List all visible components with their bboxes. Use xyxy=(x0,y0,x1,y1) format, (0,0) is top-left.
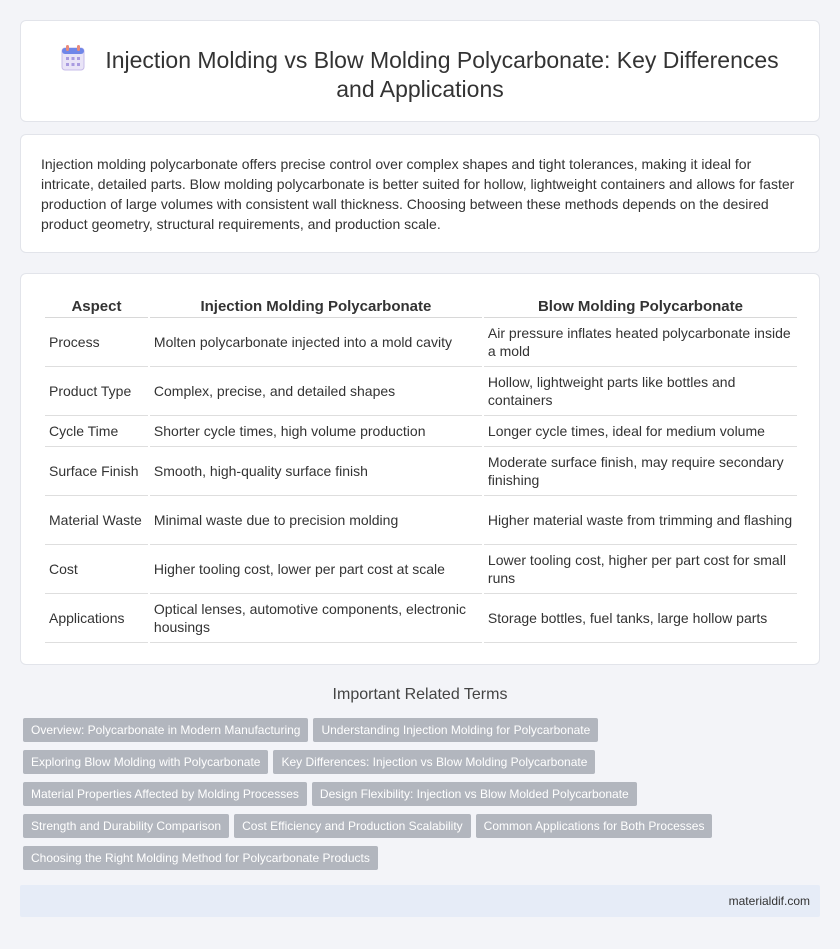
table-row xyxy=(45,416,797,447)
row-injection: Shorter cycle times, high volume production xyxy=(150,416,482,447)
row-blow: Hollow, lightweight parts like bottles and containers xyxy=(484,367,797,416)
comparison-table-card xyxy=(20,273,820,665)
table-row xyxy=(45,594,797,643)
related-term-tag[interactable]: Choosing the Right Molding Method for Polycarbonate Products xyxy=(23,846,378,870)
row-injection: Molten polycarbonate injected into a mold cavity xyxy=(150,318,482,367)
comparison-table xyxy=(43,296,799,643)
site-link[interactable]: materialdif.com xyxy=(728,894,810,908)
row-blow: Moderate surface finish, may require secondary finishing xyxy=(484,447,797,496)
related-terms-list xyxy=(23,718,823,878)
row-aspect: Material Waste xyxy=(45,496,148,545)
related-term-tag[interactable]: Key Differences: Injection vs Blow Molding Polycarbonate xyxy=(273,750,595,774)
table-row xyxy=(45,447,797,496)
page-header xyxy=(45,45,795,104)
related-term-tag[interactable]: Overview: Polycarbonate in Modern Manufacturing xyxy=(23,718,308,742)
row-injection: Complex, precise, and detailed shapes xyxy=(150,367,482,416)
row-aspect: Cycle Time xyxy=(45,416,148,447)
row-blow: Longer cycle times, ideal for medium volume xyxy=(484,416,797,447)
related-term-tag[interactable]: Understanding Injection Molding for Polycarbonate xyxy=(313,718,598,742)
related-term-tag[interactable]: Common Applications for Both Processes xyxy=(476,814,713,838)
row-blow: Storage bottles, fuel tanks, large hollow parts xyxy=(484,594,797,643)
row-aspect: Surface Finish xyxy=(45,447,148,496)
row-injection: Smooth, high-quality surface finish xyxy=(150,447,482,496)
related-term-tag[interactable]: Design Flexibility: Injection vs Blow Molded Polycarbonate xyxy=(312,782,637,806)
table-row xyxy=(45,367,797,416)
row-injection: Minimal waste due to precision molding xyxy=(150,496,482,545)
calendar-icon xyxy=(61,45,85,71)
table-row xyxy=(45,318,797,367)
table-row xyxy=(45,496,797,545)
row-blow: Lower tooling cost, higher per part cost for small runs xyxy=(484,545,797,594)
row-blow: Higher material waste from trimming and flashing xyxy=(484,496,797,545)
intro-paragraph: Injection molding polycarbonate offers precise control over complex shapes and tight tolerances, making it ideal for intricate, detailed parts. Blow molding polycarbonate is better suited for hollow, lightweight containers and allows for faster production of large volumes with consistent wall thickness. Choosing between these methods depends on the desired product geometry, structural requirements, and production scale. xyxy=(41,156,795,232)
row-injection: Optical lenses, automotive components, electronic housings xyxy=(150,594,482,643)
header-injection: Injection Molding Polycarbonate xyxy=(150,296,482,318)
table-row xyxy=(45,545,797,594)
row-injection: Higher tooling cost, lower per part cost at scale xyxy=(150,545,482,594)
row-aspect: Product Type xyxy=(45,367,148,416)
related-term-tag[interactable]: Exploring Blow Molding with Polycarbonate xyxy=(23,750,268,774)
intro-card xyxy=(20,134,820,253)
row-aspect: Cost xyxy=(45,545,148,594)
title-card xyxy=(20,20,820,122)
header-blow: Blow Molding Polycarbonate xyxy=(484,296,797,318)
related-term-tag[interactable]: Strength and Durability Comparison xyxy=(23,814,229,838)
table-header-row xyxy=(45,296,797,318)
related-term-tag[interactable]: Cost Efficiency and Production Scalability xyxy=(234,814,471,838)
row-aspect: Process xyxy=(45,318,148,367)
row-blow: Air pressure inflates heated polycarbonate inside a mold xyxy=(484,318,797,367)
related-term-tag[interactable]: Material Properties Affected by Molding Processes xyxy=(23,782,307,806)
header-aspect: Aspect xyxy=(45,296,148,318)
related-terms-heading: Important Related Terms xyxy=(332,686,508,703)
footer xyxy=(20,885,820,917)
page-title: Injection Molding vs Blow Molding Polycarbonate: Key Differences and Applications xyxy=(105,47,779,102)
row-aspect: Applications xyxy=(45,594,148,643)
